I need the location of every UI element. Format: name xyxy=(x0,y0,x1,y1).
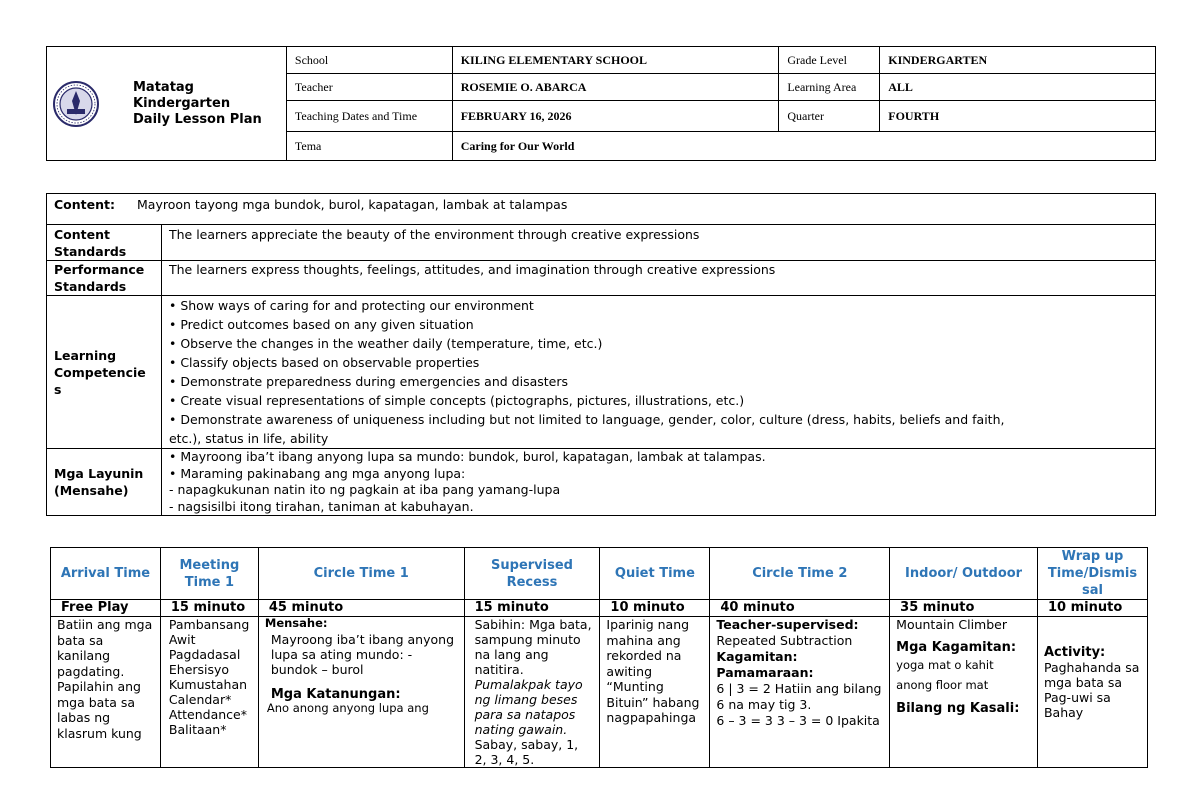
circle1-questions-heading: Mga Katanungan: xyxy=(270,687,401,702)
duration-circle-2: 40 minuto xyxy=(710,600,890,617)
grade-label: Grade Level xyxy=(779,47,880,74)
header-circle-time-2: Circle Time 2 xyxy=(710,548,890,600)
circle2-method-label: Pamamaraan: xyxy=(716,665,814,680)
meeting-item: Balitaan* xyxy=(168,722,227,737)
dates-label: Teaching Dates and Time xyxy=(286,101,452,132)
wrap-up-activity xyxy=(1037,617,1147,768)
layunin-item: • Mayroong iba’t ibang anyong lupa sa mundo: bundok, burol, kapatagan, lambak at talampas. xyxy=(168,449,766,464)
supervised-recess-activity xyxy=(464,617,600,768)
meeting-activity-list xyxy=(160,617,258,768)
header-meeting-time: Meeting Time 1 xyxy=(160,548,258,600)
competency-item: • Demonstrate awareness of uniqueness including but not limited to language, gender, color, culture (dress, habits, beliefs and faith, xyxy=(168,412,1005,427)
duration-arrival: Free Play xyxy=(51,600,161,617)
content-label: Content: xyxy=(54,197,115,212)
wrap-activity-text: Paghahanda sa mga bata sa Pag-uwi sa Bahay xyxy=(1043,660,1140,720)
header-arrival-time: Arrival Time xyxy=(51,548,161,600)
meeting-item: Pambansang Awit xyxy=(168,617,250,647)
duration-wrap: 10 minuto xyxy=(1037,600,1147,617)
layunin-item: - napagkukunan natin ito ng pagkain at iba pang yamang-lupa xyxy=(168,482,561,497)
tema-label: Tema xyxy=(286,132,452,161)
quarter-value: FOURTH xyxy=(880,101,1156,132)
meeting-item: Ehersisyo xyxy=(168,662,230,677)
header-circle-time-1: Circle Time 1 xyxy=(258,548,464,600)
competency-item: • Classify objects based on observable properties xyxy=(168,355,480,370)
content-standards-label: Content Standards xyxy=(47,225,162,261)
learning-competencies-list xyxy=(161,296,1155,449)
recess-tail: Sabay, sabay, 1, 2, 3, 4, 5. xyxy=(474,737,579,767)
content-standards-value: The learners appreciate the beauty of the environment through creative expressions xyxy=(161,225,1155,261)
header-quiet-time: Quiet Time xyxy=(600,548,710,600)
school-label: School xyxy=(286,47,452,74)
circle1-text: Mayroong iba’t ibang anyong lupa sa ating mundo: - bundok – burol xyxy=(270,632,455,677)
circle2-topic: Repeated Subtraction xyxy=(716,633,853,648)
competency-item: • Create visual representations of simple concepts (pictographs, pictures, illustrations, etc.) xyxy=(168,393,745,408)
arrival-activity: Batiin ang mga bata sa kanilang pagdating. Papilahin ang mga bata sa labas ng klasrum kung xyxy=(51,617,161,768)
meeting-item: Kumustahan xyxy=(168,677,248,692)
indoor-title: Mountain Climber xyxy=(896,617,1007,632)
duration-indoor: 35 minuto xyxy=(890,600,1038,617)
performance-standards-label: Performance Standards xyxy=(47,261,162,296)
circle1-heading: Mensahe: xyxy=(264,616,328,630)
duration-meeting: 15 minuto xyxy=(160,600,258,617)
duration-quiet: 10 minuto xyxy=(600,600,710,617)
layunin-item: - nagsisilbi itong tirahan, taniman at kabuhayan. xyxy=(168,498,474,514)
content-row xyxy=(47,194,1156,225)
header-table xyxy=(46,46,1156,161)
header-supervised-recess: Supervised Recess xyxy=(464,548,600,600)
layunin-item: • Maraming pakinabang ang mga anyong lupa: xyxy=(168,465,466,481)
logo-cell xyxy=(47,47,287,161)
meeting-item: Calendar* xyxy=(168,692,232,707)
competency-item: etc.), status in life, ability xyxy=(168,431,329,446)
wrap-activity-label: Activity: xyxy=(1043,645,1106,660)
teacher-label: Teacher xyxy=(286,74,452,101)
header-wrap-up: Wrap up Time/Dismis sal xyxy=(1037,548,1147,600)
area-label: Learning Area xyxy=(779,74,880,101)
schedule-table xyxy=(50,547,1148,768)
duration-circle-1: 45 minuto xyxy=(258,600,464,617)
recess-lead: Sabihin: xyxy=(474,617,526,632)
circle-time-1-activity xyxy=(258,617,464,768)
recess-text: Mga bata, sampung minuto na lang ang natitira. xyxy=(474,617,592,677)
competency-item: • Observe the changes in the weather daily (temperature, time, etc.) xyxy=(168,336,603,351)
school-value: KILING ELEMENTARY SCHOOL xyxy=(452,47,779,74)
learning-competencies-label: Learning Competencie s xyxy=(47,296,162,449)
competency-item: • Demonstrate preparedness during emergencies and disasters xyxy=(168,374,569,389)
document-title: Matatag Kindergarten Daily Lesson Plan xyxy=(133,79,262,127)
layunin-label: Mga Layunin (Mensahe) xyxy=(47,449,162,516)
header-indoor-outdoor: Indoor/ Outdoor xyxy=(890,548,1038,600)
competency-item: • Show ways of caring for and protecting our environment xyxy=(168,298,534,313)
indoor-materials-text: yoga mat o kahit anong floor mat xyxy=(896,658,994,692)
deped-seal-icon xyxy=(53,81,99,127)
circle2-line-1: 6 | 3 = 2 Hatiin ang bilang 6 na may tig 3. xyxy=(716,681,882,712)
performance-standards-value: The learners express thoughts, feelings, attitudes, and imagination through creative expressions xyxy=(161,261,1155,296)
circle2-materials-label: Kagamitan: xyxy=(716,649,798,664)
competency-item: • Predict outcomes based on any given situation xyxy=(168,317,474,332)
layunin-list xyxy=(161,449,1155,516)
area-value: ALL xyxy=(880,74,1156,101)
quarter-label: Quarter xyxy=(779,101,880,132)
dates-value: FEBRUARY 16, 2026 xyxy=(452,101,779,132)
meeting-item: Pagdadasal xyxy=(168,647,241,662)
indoor-participants-label: Bilang ng Kasali: xyxy=(896,701,1020,716)
recess-italic: Pumalakpak tayo ng limang beses para sa natapos nating gawain. xyxy=(474,677,583,737)
tema-value: Caring for Our World xyxy=(452,132,1155,161)
circle2-line-2: 6 – 3 = 3 3 – 3 = 0 Ipakita xyxy=(716,713,880,728)
content-table xyxy=(46,193,1156,516)
quiet-time-activity: Iparinig nang mahina ang rekorded na awiting “Munting Bituin” habang nagpapahinga xyxy=(600,617,710,768)
duration-recess: 15 minuto xyxy=(464,600,600,617)
teacher-value: ROSEMIE O. ABARCA xyxy=(452,74,779,101)
circle1-questions-text: Ano anong anyong lupa ang xyxy=(266,701,429,715)
grade-value: KINDERGARTEN xyxy=(880,47,1156,74)
circle2-heading: Teacher-supervised: xyxy=(716,617,859,632)
content-value: Mayroon tayong mga bundok, burol, kapatagan, lambak at talampas xyxy=(137,197,568,212)
indoor-materials-label: Mga Kagamitan: xyxy=(896,640,1017,655)
meeting-item: Attendance* xyxy=(168,707,247,722)
circle-time-2-activity xyxy=(710,617,890,768)
indoor-outdoor-activity xyxy=(890,617,1038,768)
